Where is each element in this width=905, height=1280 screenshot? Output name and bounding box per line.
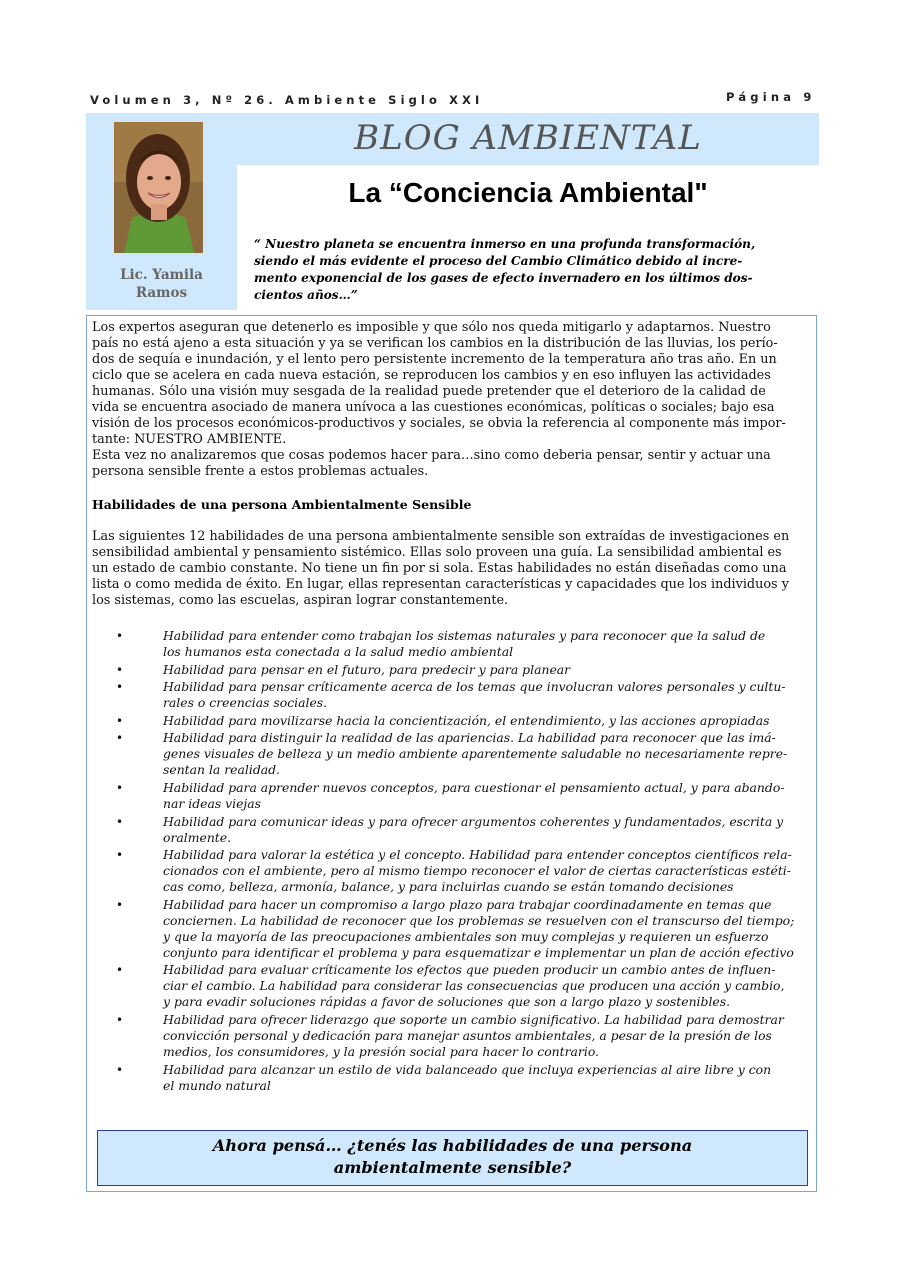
list-item-text: Habilidad para pensar críticamente acerca de los temas que involucran valores personales y cultu- rales o creencias sociales. bbox=[163, 679, 786, 711]
list-item-text: Habilidad para evaluar críticamente los efectos que pueden producir un cambio antes de influen- ciar el cambio. La habilidad para considerar las consecuencias que producen una acción y cambio, y para evadir soluciones rápidas a favor de soluciones que son a largo plazo y sostenibles. bbox=[163, 962, 785, 1010]
list-item-text: Habilidad para aprender nuevos conceptos, para cuestionar el pensamiento actual, y para abando- nar ideas viejas bbox=[163, 779, 785, 811]
list-item-text: Habilidad para movilizarse hacia la concientización, el entendimiento, y las acciones apropiadas bbox=[163, 712, 770, 728]
bullet-icon: • bbox=[116, 814, 124, 829]
paragraph-intro: Los expertos aseguran que detenerlo es imposible y que sólo nos queda mitigarlo y adaptarnos. Nuestro país no está ajeno a esta situación y ya se verifican los cambios en la distribución de las lluvias, los perío- dos de sequía e inundación, y el lento pero persistente incremento de la temperatura año tras año. En un ciclo que se acelera en cada nueva estación, se reproducen los cambios y en eso influyen las actividades humanas. Sólo una visión muy sesgada de la realidad puede pretender que el deterioro de la calidad de vida se encuentra asociado de manera unívoca a las cuestiones económicas, políticas o sociales; bajo esa visión de los procesos económicos-productivos y sociales, se obvia la referencia al componente más impor- tante: NUESTRO AMBIENTE. bbox=[92, 320, 786, 447]
list-item-text: Habilidad para alcanzar un estilo de vida balanceado que incluya experiencias al aire libre y con el mundo natural bbox=[163, 1061, 772, 1093]
list-item-text: Habilidad para comunicar ideas y para ofrecer argumentos coherentes y fundamentados, escrita y oralmente. bbox=[163, 813, 784, 845]
list-item-text: Habilidad para valorar la estética y el concepto. Habilidad para entender conceptos científicos rela- cionados con el ambiente, pero al mismo tiempo reconocer el valor de ciertas características estéti- cas como, belleza, armonía, balance, y para incluirlas cuando se están tomando decisiones bbox=[163, 847, 792, 895]
paragraph-purpose: Esta vez no analizaremos que cosas podemos hacer para…sino como deberia pensar, sentir y actuar una persona sensible frente a estos problemas actuales. bbox=[92, 448, 771, 479]
list-item-text: Habilidad para distinguir la realidad de las apariencias. La habilidad para reconocer que las imá- genes visuales de belleza y un medio ambiente aparentemente saludable no necesariamente repre- sentan la realidad. bbox=[163, 730, 788, 778]
list-item bbox=[92, 814, 817, 846]
list-item bbox=[92, 730, 817, 778]
bullet-icon: • bbox=[116, 780, 124, 795]
list-item bbox=[92, 662, 817, 678]
bullet-icon: • bbox=[116, 1062, 124, 1077]
paragraph-skills-intro: Las siguientes 12 habilidades de una persona ambientalmente sensible son extraídas de investigaciones en sensibilidad ambiental y pensamiento sistémico. Ellas solo proveen una guía. La sensibilidad ambiental es un estado de cambio constante. No tiene un fin por si sola. Estas habilidades no están diseñadas como una lista o como medida de éxito. En lugar, ellas representan características y capacidades que los individuos y los sistemas, como las escuelas, aspiran lograr constantemente. bbox=[92, 529, 790, 608]
blog-title: BLOG AMBIENTAL bbox=[354, 118, 702, 158]
bullet-icon: • bbox=[116, 680, 124, 695]
list-item bbox=[92, 679, 817, 711]
newsletter-volume: Volumen 3, Nº 26. Ambiente Siglo XXI bbox=[90, 93, 484, 107]
list-item bbox=[92, 847, 817, 895]
list-item-text: Habilidad para entender como trabajan los sistemas naturales y para reconocer que la salud de los humanos esta conectada a la salud medio ambiental bbox=[163, 628, 766, 659]
section-subtitle: Habilidades de una persona Ambientalmente Sensible bbox=[92, 497, 472, 512]
author-name-line1: Lic. Yamila bbox=[120, 267, 203, 283]
closing-question: Ahora pensá… ¿tenés las habilidades de una persona ambientalmente sensible? bbox=[212, 1136, 693, 1177]
page-number: Página 9 bbox=[726, 90, 816, 104]
author-photo bbox=[114, 122, 203, 253]
list-item bbox=[92, 1012, 817, 1060]
bullet-icon: • bbox=[116, 731, 124, 746]
bullet-icon: • bbox=[116, 662, 124, 677]
article-quote: “ Nuestro planeta se encuentra inmerso en una profunda transformación, siendo el más evidente el proceso del Cambio Climático debido al incre- mento exponencial de los gases de efecto invernadero en los últimos dos- cientos años…” bbox=[254, 237, 756, 302]
author-name bbox=[86, 266, 237, 302]
bullet-icon: • bbox=[116, 1012, 124, 1027]
list-item-text: Habilidad para pensar en el futuro, para predecir y para planear bbox=[163, 661, 571, 677]
closing-callout bbox=[97, 1130, 808, 1186]
list-item bbox=[92, 1062, 817, 1094]
bullet-icon: • bbox=[116, 713, 124, 728]
list-item bbox=[92, 628, 817, 660]
bullet-icon: • bbox=[116, 848, 124, 863]
article-title: La “Conciencia Ambiental" bbox=[348, 177, 708, 208]
list-item bbox=[92, 962, 817, 1010]
bullet-icon: • bbox=[116, 897, 124, 912]
skills-list bbox=[92, 628, 817, 1095]
list-item bbox=[92, 780, 817, 812]
bullet-icon: • bbox=[116, 629, 124, 643]
list-item-text: Habilidad para hacer un compromiso a largo plazo para trabajar coordinadamente en temas que conciernen. La habilidad de reconocer que los problemas se resuelven con el transcurso del tiempo; y que la mayoría de las preocupaciones ambientales son muy complejas y requieren un esfuerzo conjunto para identificar el problema y para esquematizar e implementar un plan de acción efectivo bbox=[163, 896, 795, 960]
bullet-icon: • bbox=[116, 963, 124, 978]
list-item bbox=[92, 713, 817, 729]
list-item-text: Habilidad para ofrecer liderazgo que soporte un cambio significativo. La habilidad para demostrar convicción personal y dedicación para manejar asuntos ambientales, a pesar de la presión de los medios, los consumidores, y la presión social para hacer lo contrario. bbox=[163, 1011, 784, 1059]
list-item bbox=[92, 897, 817, 961]
author-name-line2: Ramos bbox=[135, 285, 188, 301]
